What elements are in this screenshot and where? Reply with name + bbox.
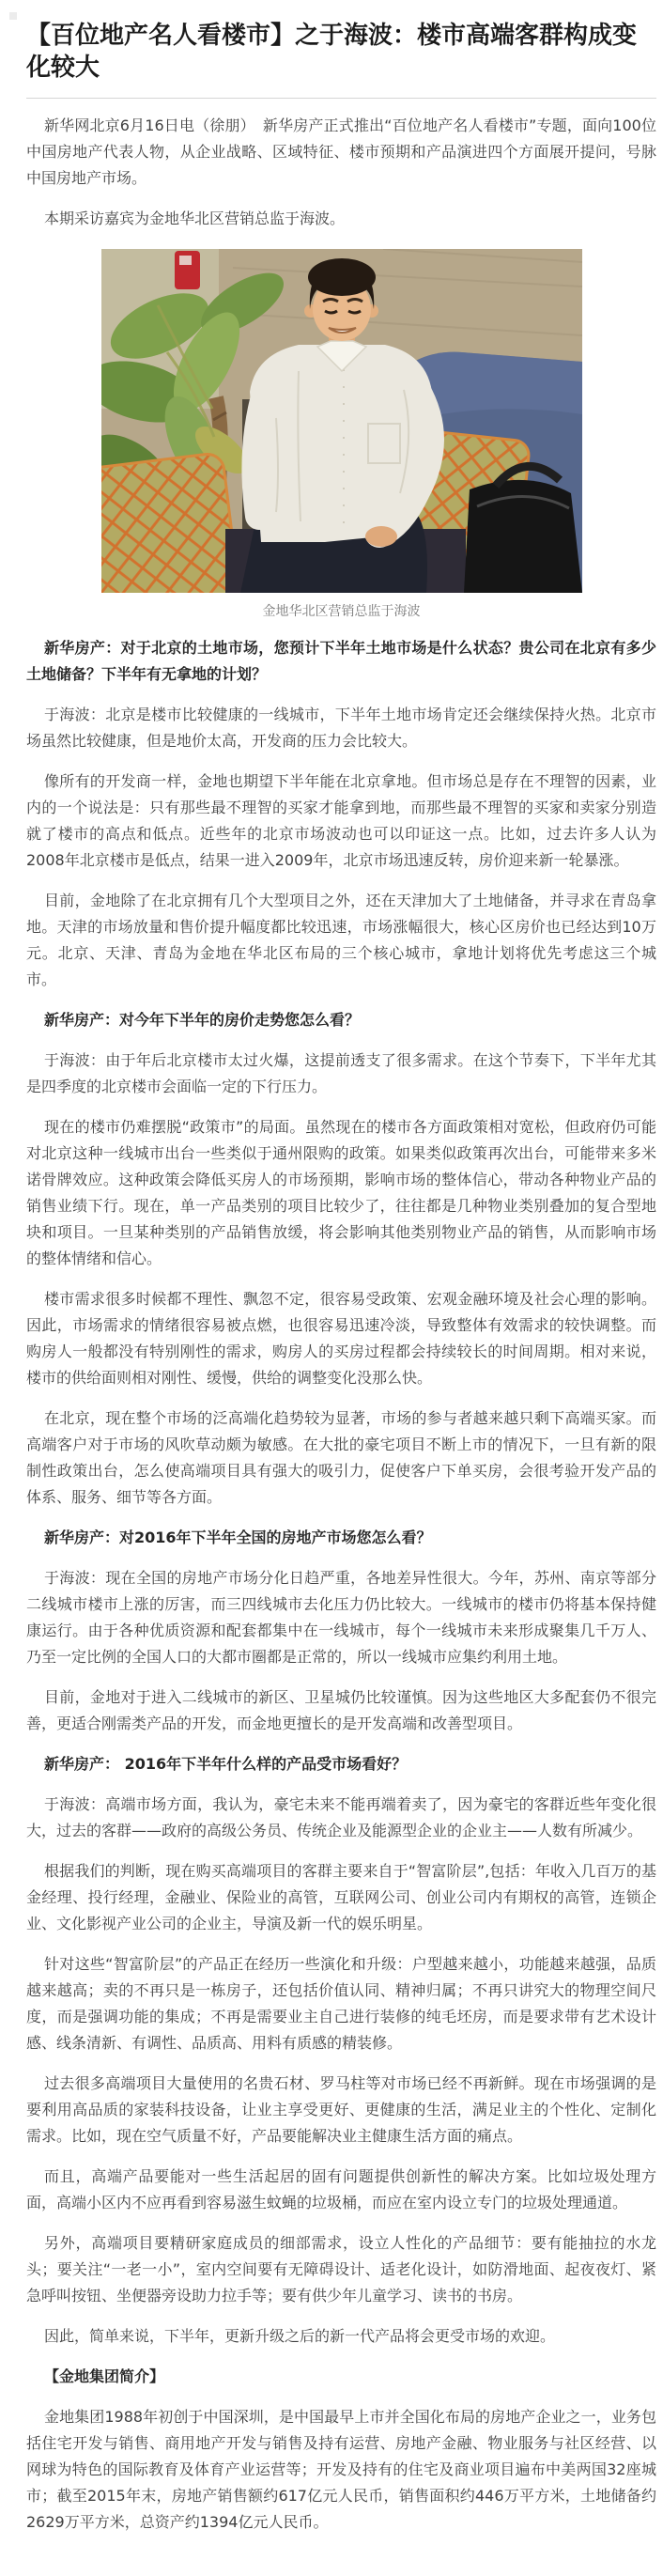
section-heading-gemdale-profile: 【金地集团简介】: [44, 2367, 165, 2385]
question-favored-products: 新华房产： 2016年下半年什么样的产品受市场看好？: [44, 1754, 408, 1773]
left-patterned-cushion: [101, 452, 239, 593]
stray-pixel-artifact: [9, 12, 17, 20]
person-left-arm: [255, 390, 267, 516]
answer-paragraph: 楼市需求很多时候都不理性、飘忽不定，很容易受政策、宏观金融环境及社会心理的影响。因此，市场需求的情绪很容易被点燃，也很容易迅速冷淡，导致整体有效需求的较快调整。而购房人一般都没有特别刚性的需求，购房人的买房过程都会持续较长的时间周期。相对来说，楼市的供给面则相对刚性、缓慢，供给的调整变化没那么快。: [26, 1289, 656, 1387]
answer-paragraph: 于海波：由于年后北京楼市太过火爆，这提前透支了很多需求。在这个节奏下，下半年尤其是四季度的北京楼市会面临一定的下行压力。: [26, 1050, 656, 1095]
company-profile-paragraph: 金地集团1988年初创于中国深圳，是中国最早上市并全国化布局的房地产企业之一，业务包括住宅开发与销售、商用地产开发与销售及持有运营、房地产金融、物业服务与社区经营、以网球为特色的国际教育及体育产业运营等；开发及持有的住宅及商业项目遍布中美两国32座城市；截至2015年末，房地产销售额约617亿元人民币，销售面积约446万平方米，土地储备约2629万平方米，总资产约1394亿元人民币。: [26, 2407, 656, 2531]
article-body: [26, 113, 656, 2536]
person-hand: [365, 526, 397, 547]
answer-paragraph: 过去很多高端项目大量使用的名贵石材、罗马柱等对市场已经不再新鲜。现在市场强调的是要利用高品质的家装科技设备，让业主享受更好、更健康的生活，满足业主的个性化、定制化需求。比如，现在空气质量不好，产品要能解决业主健康生活方面的痛点。: [26, 2073, 656, 2145]
answer-paragraph: 而且，高端产品要能对一些生活起居的固有问题提供创新性的解决方案。比如垃圾处理方面，高端小区内不应再看到容易滋生蚊蝇的垃圾桶，而应在室内设立专门的垃圾处理通道。: [26, 2166, 656, 2211]
answer-paragraph: 目前，金地除了在北京拥有几个大型项目之外，还在天津加大了土地储备，并寻求在青岛拿地。天津的市场放量和售价提升幅度都比较迅速，市场涨幅很大，核心区房价也已经达到10万元。北京、天津、青岛为金地在华北区布局的三个核心城市，拿地计划将优先考虑这三个城市。: [26, 891, 656, 988]
answer-paragraph: 目前，金地对于进入二线城市的新区、卫星城仍比较谨慎。因为这些地区大多配套仍不很完善，更适合刚需类产品的开发，而金地更擅长的是开发高端和改善型项目。: [26, 1687, 656, 1732]
answer-paragraph: 于海波：现在全国的房地产市场分化日趋严重，各地差异性很大。今年，苏州、南京等部分二线城市楼市上涨的厉害，而三四线城市去化压力仍比较大。一线城市的楼市仍将基本保持健康运行。由于各种优质资源和配套都集中在一线城市，每个一线城市未来形成聚集几千万人、乃至一定比例的全国人口的大都市圈都是正常的，所以一线城市应集约利用土地。: [26, 1568, 656, 1666]
interview-photo-illustration: [101, 249, 582, 593]
interview-photo-figure: [26, 249, 656, 621]
paragraph-guest-intro: 本期采访嘉宾为金地华北区营销总监于海波。: [44, 209, 346, 227]
photo-caption: 金地华北区营销总监于海波: [262, 603, 421, 619]
article-title: 【百位地产名人看楼市】之于海波：楼市高端客群构成变化较大: [26, 22, 638, 82]
answer-paragraph: 另外，高端项目要精研家庭成员的细部需求，设立人性化的产品细节：要有能抽拉的水龙头；要关注“一老一小”，室内空间要有无障碍设计、适老化设计，如防滑地面、起夜夜灯、紧急呼叫按钮、坐便器旁设助力拉手等；要有供少年儿童学习、读书的书房。: [26, 2233, 656, 2304]
answer-paragraph: 现在的楼市仍难摆脱“政策市”的局面。虽然现在的楼市各方面政策相对宽松，但政府仍可能对北京这种一线城市出台一些类似于通州限购的政策。如果类似政策再次出台，可能带来多米诺骨牌效应。这种政策会降低买房人的市场预期，影响市场的整体信心，带动各种物业产品的销售业绩下行。现在，单一产品类别的项目比较少了，往往都是几种物业类别叠加的复合型地块和项目。一旦某种类别的产品销售放缓，将会影响其他类别物业产品的销售，从而影响市场的整体情绪和信心。: [26, 1117, 656, 1267]
answer-paragraph: 因此，简单来说，下半年，更新升级之后的新一代产品将会更受市场的欢迎。: [44, 2326, 556, 2345]
question-national-market: 新华房产：对2016年下半年全国的房地产市场您怎么看？: [44, 1528, 432, 1546]
answer-paragraph: 像所有的开发商一样，金地也期望下半年能在北京拿地。但市场总是存在不理智的因素，业内的一个说法是：只有那些最不理智的买家才能拿到地，而那些最不理智的买家和卖家分别造就了楼市的高点和低点。近些年的北京市场波动也可以印证这一点。比如，过去许多人认为2008年北京楼市是低点，结果一进入2009年，北京市场迅速反转，房价迎来新一轮暴涨。: [26, 771, 656, 869]
answer-paragraph: 于海波：高端市场方面，我认为，豪宅未来不能再端着卖了，因为豪宅的客群近些年变化很大，过去的客群——政府的高级公务员、传统企业及能源型企业的企业主——人数有所减少。: [26, 1794, 656, 1839]
answer-paragraph: 于海波：北京是楼市比较健康的一线城市，下半年土地市场肯定还会继续保持火热。北京市场虽然比较健康，但是地价太高，开发商的压力会比较大。: [26, 705, 656, 750]
question-price-trend: 新华房产：对今年下半年的房价走势您怎么看？: [44, 1010, 361, 1029]
question-beijing-land-market: 新华房产：对于北京的土地市场，您预计下半年土地市场是什么状态？贵公司在北京有多少土地储备？下半年有无拿地的计划？: [26, 638, 656, 683]
answer-paragraph: 针对这些“智富阶层”的产品正在经历一些演化和升级：户型越来越小，功能越来越强，品质越来越高；卖的不再只是一栋房子，还包括价值认同、精神归属；不再只讲究大的物理空间尺度，而是强调功能的集成；不再是需要业主自己进行装修的纯毛坯房，而是要求带有艺术设计感、线条清新、有调性、品质高、用料有质感的精装修。: [26, 1954, 656, 2052]
title-divider: [26, 98, 656, 99]
interview-photo: [101, 249, 582, 593]
answer-paragraph: 在北京，现在整个市场的泛高端化趋势较为显著，市场的参与者越来越只剩下高端买家。而高端客户对于市场的风吹草动颇为敏感。在大批的豪宅项目不断上市的情况下，一旦有新的限制性政策出台，怎么使高端项目具有强大的吸引力，促使客户下单买房，会很考验开发产品的体系、服务、细节等各方面。: [26, 1408, 656, 1506]
paragraph-lead: 新华网北京6月16日电（徐朋） 新华房产正式推出“百位地产名人看楼市”专题，面向100位中国房地产代表人物，从企业战略、区域特征、楼市预期和产品演进四个方面展开提问，号脉中国房地产市场。: [26, 116, 656, 187]
answer-paragraph: 根据我们的判断，现在购买高端项目的客群主要来自于“智富阶层”,包括：年收入几百万的基金经理、投行经理，金融业、保险业的高管，互联网公司、创业公司内有期权的高管，连锁企业、文化影视产业公司的企业主，导演及新一代的娱乐明星。: [26, 1861, 656, 1932]
red-canister-icon: [175, 251, 200, 289]
